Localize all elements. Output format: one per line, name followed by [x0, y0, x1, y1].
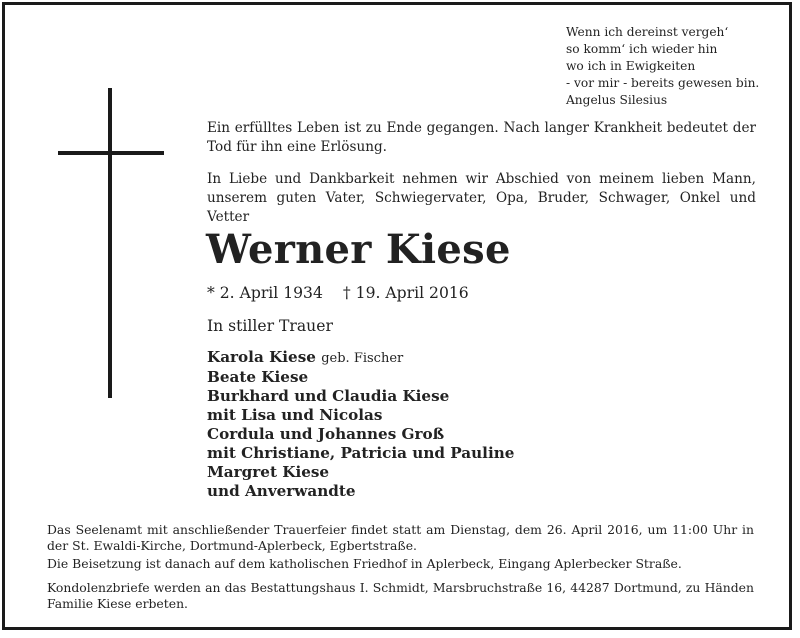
family-member: Cordula und Johannes Groß [207, 425, 445, 443]
poem-author: Angelus Silesius [566, 93, 668, 107]
death-date: † 19. April 2016 [342, 284, 469, 302]
family-member: Margret Kiese [207, 463, 330, 481]
service-notice: Das Seelenamt mit anschließender Trauerfeier findet statt am Dienstag, dem 26. April 2016, um 11:00 Uhr in der St. Ewaldi-Kirche, Dortmund-Aplerbeck, Egbertstraße. [47, 522, 754, 553]
cross-icon-bar [58, 151, 164, 155]
family-member: mit Christiane, Patricia und Pauline [207, 444, 515, 462]
poem-line: so komm‘ ich wieder hin [566, 42, 718, 56]
family-member-name: Karola Kiese [207, 348, 316, 366]
burial-notice: Die Beisetzung ist danach auf dem katholischen Friedhof in Aplerbeck, Eingang Aplerbecker Straße. [47, 556, 682, 571]
cross-icon [108, 88, 112, 398]
farewell-paragraph: In Liebe und Dankbarkeit nehmen wir Abschied von meinem lieben Mann, unserem guten Vater, Schwiegervater, Opa, Bruder, Schwager, Onkel und Vetter [207, 171, 756, 225]
poem-line: - vor mir - bereits gewesen bin. [566, 76, 760, 90]
family-member-suffix: geb. Fischer [321, 351, 404, 366]
family-member: und Anverwandte [207, 482, 356, 500]
family-member: mit Lisa und Nicolas [207, 406, 383, 424]
poem-line: Wenn ich dereinst vergeh‘ [566, 25, 729, 39]
birth-date: * 2. April 1934 [207, 284, 323, 302]
deceased-name: Werner Kiese [206, 226, 511, 273]
family-list [207, 348, 514, 501]
condolence-notice: Kondolenzbriefe werden an das Bestattungshaus I. Schmidt, Marsbruchstraße 16, 44287 Dortmund, zu Händen Familie Kiese erbeten. [47, 580, 754, 611]
mourning-heading: In stiller Trauer [207, 317, 333, 335]
poem-line: wo ich in Ewigkeiten [566, 59, 696, 73]
family-member [207, 348, 514, 368]
poem [566, 24, 759, 109]
intro-paragraph: Ein erfülltes Leben ist zu Ende gegangen. Nach langer Krankheit bedeutet der Tod für ihn eine Erlösung. [207, 120, 756, 155]
family-member: Burkhard und Claudia Kiese [207, 387, 450, 405]
life-dates [207, 283, 469, 303]
family-member: Beate Kiese [207, 368, 309, 386]
